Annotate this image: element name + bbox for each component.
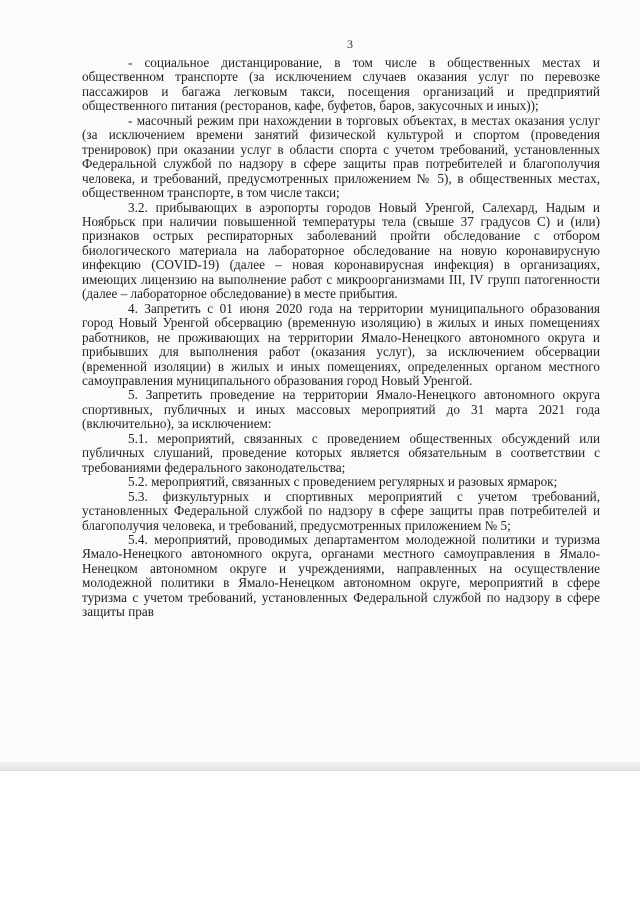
page-number: 3 [347,37,353,51]
paragraph-social-distancing: - социальное дистанцирование, в том числе в общественных местах и общественном транспорте (за исключением случаев оказания услуг по перевозке пассажиров и багажа легковым такси, посещения организаций и предприятий общественного питания (ресторанов, кафе, буфетов, баров, закусочных и иных)); [82,55,600,114]
paragraph-5-1: 5.1. мероприятий, связанных с проведением общественных обсуждений или публичных слушаний, проведение которых является обязательным в соответствии с требованиями федерального законодательства; [82,430,600,475]
paragraph-4: 4. Запретить с 01 июня 2020 года на территории муниципального образования город Новый Уренгой обсервацию (временную изоляцию) в жилых и иных помещениях работников, не проживающих на территории Ямало-Ненецкого автономного округа и прибывших для выполнения работ (оказания услуг), за исключением обсервации (временной изоляции) в жилых и иных помещениях, определенных органом местного самоуправления муниципального образования город Новый Уренгой. [82,300,600,388]
paragraph-3-2: 3.2. прибывающих в аэропорты городов Новый Уренгой, Салехард, Надым и Ноябрьск при наличии повышенной температуры тела (свыше 37 градусов С) и (или) признаков острых респираторных заболеваний пройти обследование с отбором биологического материала на лабораторное обследование на новую коронавирусную инфекцию (COVID-19) (далее – новая коронавирусная инфекция) в организациях, имеющих лицензию на выполнение работ с микроорганизмами III, IV групп патогенности (далее – лабораторное обследование) в месте прибытия. [82,199,600,302]
paragraph-5-3: 5.3. физкультурных и спортивных мероприятий с учетом требований, установленных Федеральной службой по надзору в сфере защиты прав потребителей и благополучия человека, и требований, предусмотренных приложением № 5; [82,488,600,533]
paragraph-5: 5. Запретить проведение на территории Ямало-Ненецкого автономного округа спортивных, публичных и иных массовых мероприятий до 31 марта 2021 года (включительно), за исключением: [82,387,600,432]
paragraph-5-4: 5.4. мероприятий, проводимых департаментом молодежной политики и туризма Ямало-Ненецкого автономного округа, органами местного самоуправления в Ямало-Ненецком автономном округе и учреждениями, направленных на осуществление молодежной политики в Ямало-Ненецком автономном округе, мероприятий в сфере туризма с учетом требований, установленных Федеральной службой по надзору в сфере защиты прав [82,531,600,620]
paragraph-mask-regime: - масочный режим при нахождении в торговых объектах, в местах оказания услуг (за исключением времени занятий физической культурой и спортом (проведения тренировок) при оказании услуг в области спорта с учетом требований, установленных Федеральной службой по надзору в сфере защиты прав потребителей и благополучия человека, и требований, предусмотренных приложением № 5), в общественных местах, общественном транспорте, в том числе такси; [82,112,600,201]
paragraph-5-2: 5.2. мероприятий, связанных с проведением регулярных и разовых ярмарок; [128,474,558,490]
document-body [82,56,600,620]
scan-bottom-edge [0,762,640,770]
